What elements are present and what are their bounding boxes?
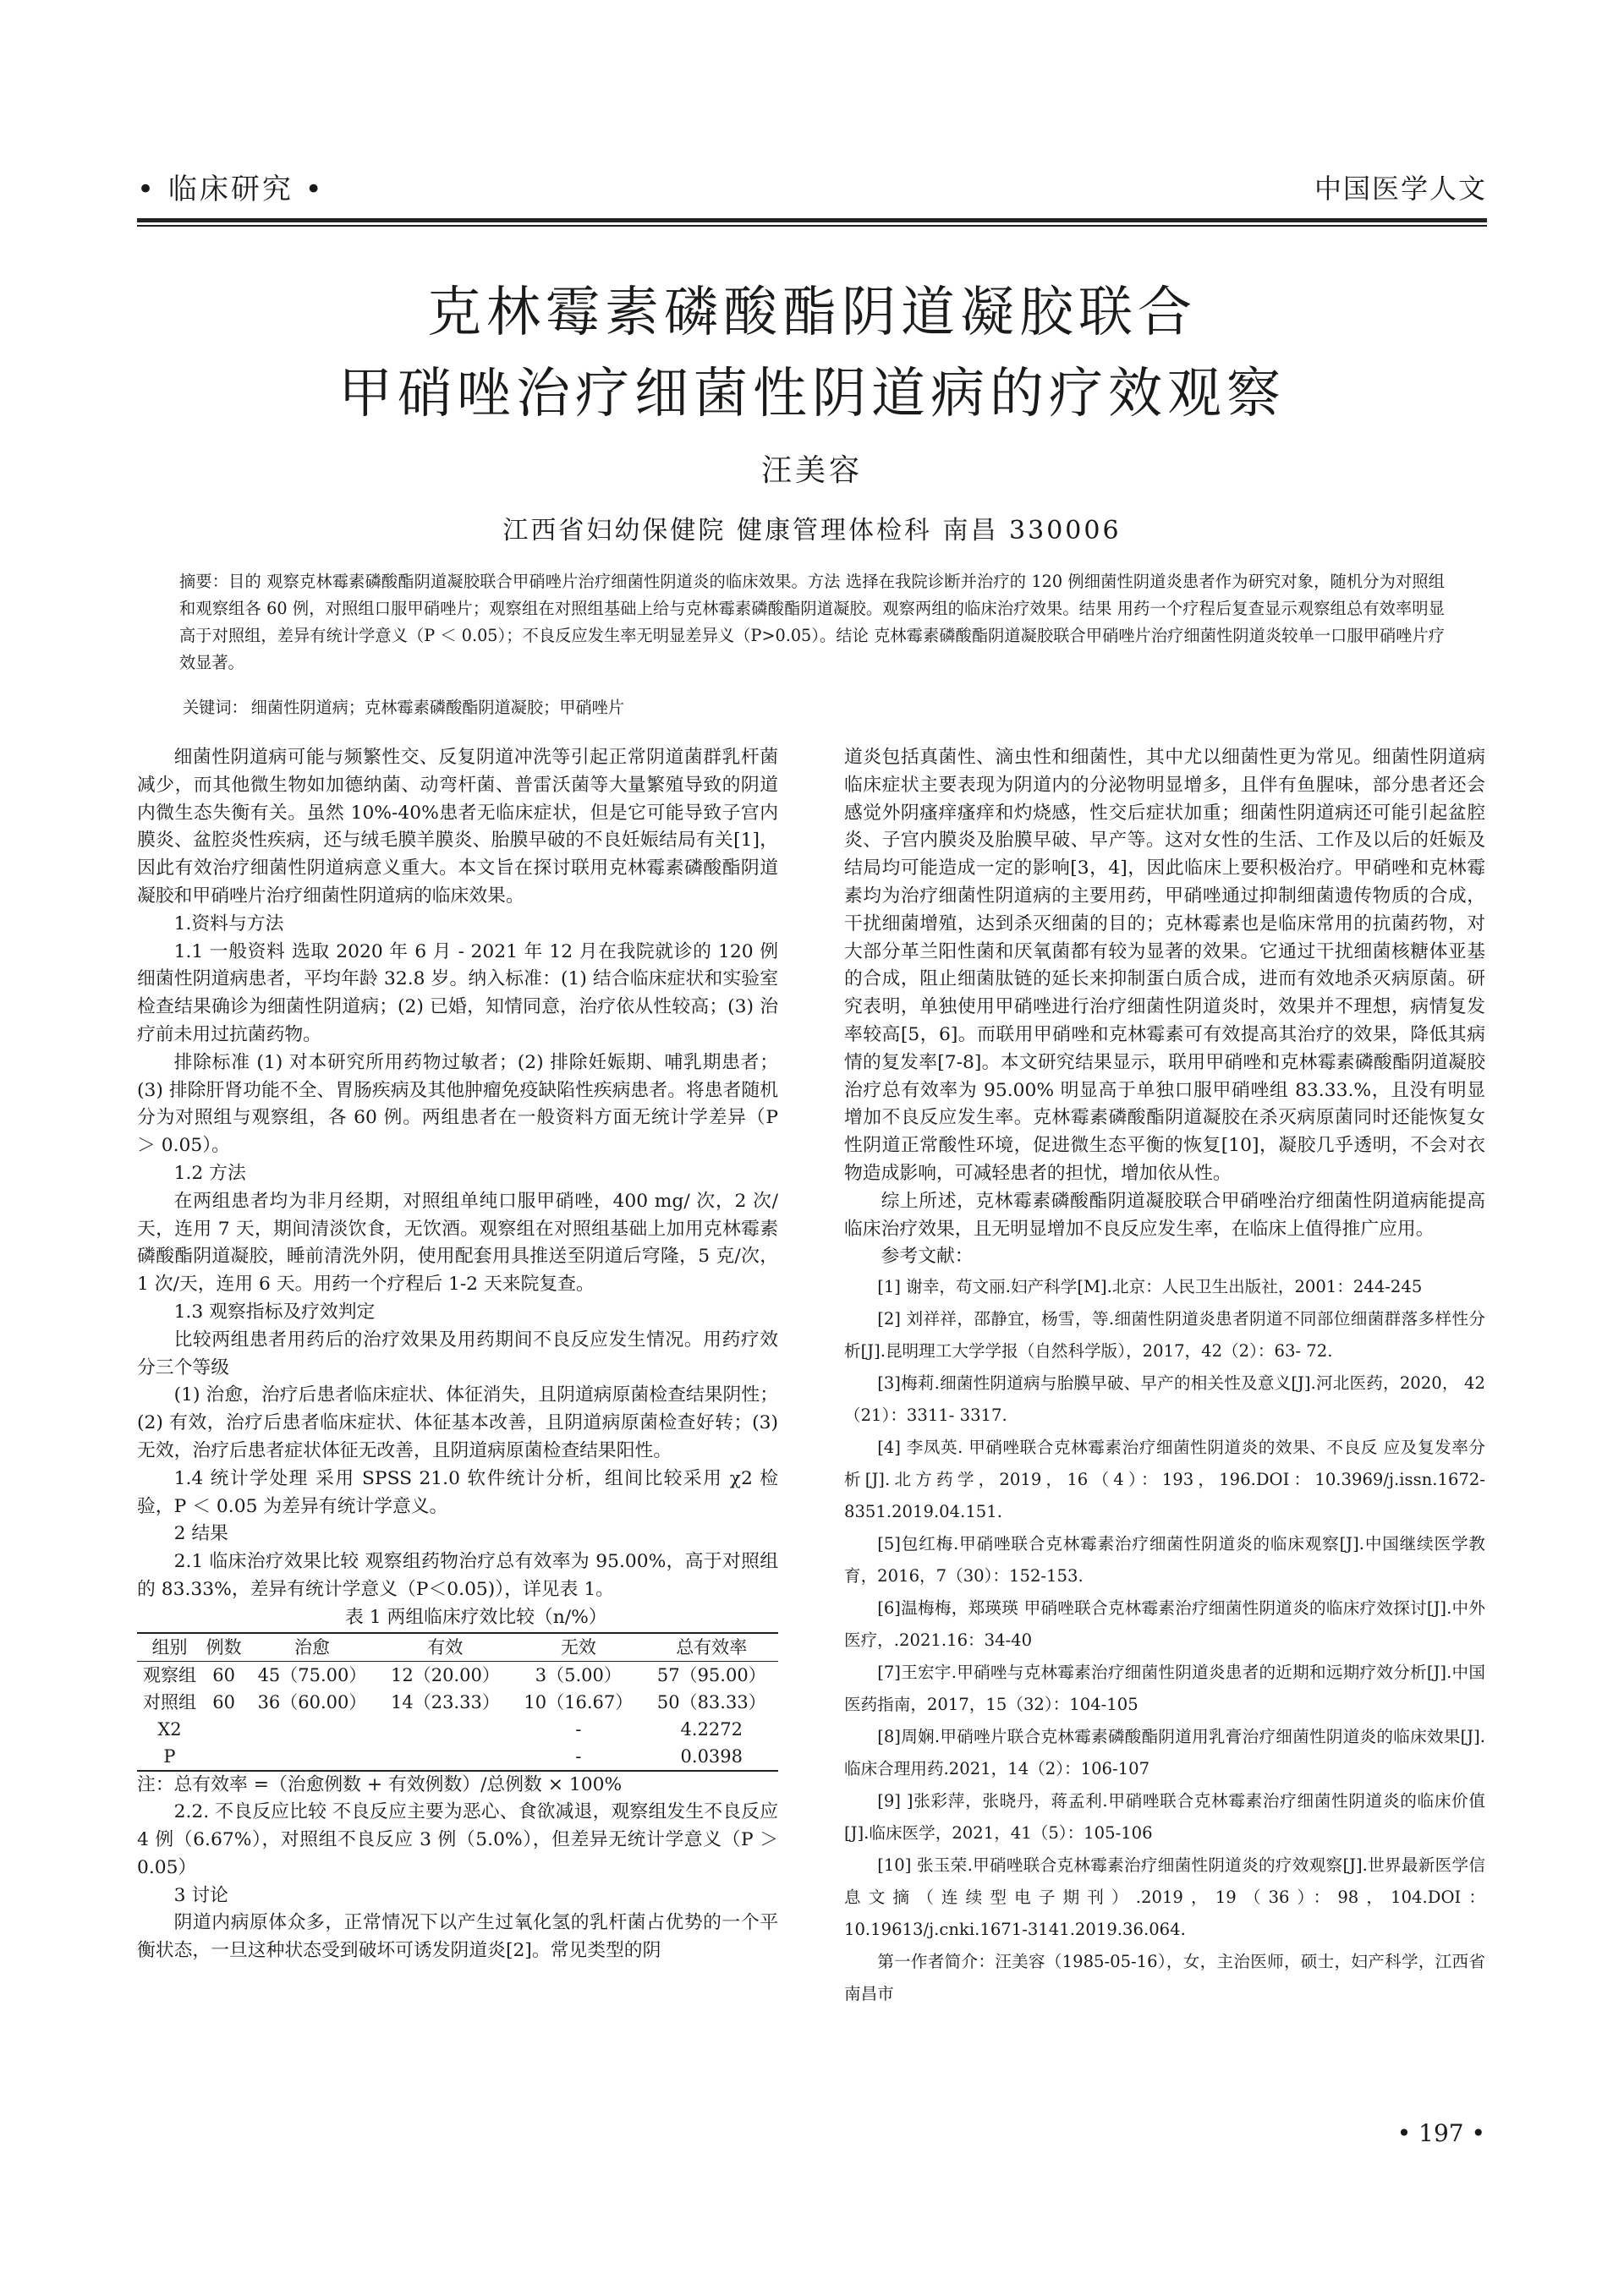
author-name: 汪美容 xyxy=(760,453,863,488)
reference-item: [6]温梅梅，郑瑛瑛 甲硝唑联合克林霉素治疗细菌性阴道炎的临床疗效探讨[J].中外医疗，.2021.16：34-40 xyxy=(844,1598,1485,1651)
table-header-cell: 无效 xyxy=(560,1636,596,1658)
table-cell: 观察组 xyxy=(142,1664,196,1685)
discussion-continued: 道炎包括真菌性、滴虫性和细菌性，其中尤以细菌性更为常见。细菌性阴道病临床症状主要表现为阴道内的分泌物明显增多，且伴有鱼腥味，部分患者还会感觉外阴瘙痒瘙痒和灼烧感，性交后症状加重；细菌性阴道病还可能引起盆腔炎、子宫内膜炎及胎膜早破、早产等。这对女性的生活、工作及以后的妊娠及结局均可能造成一定的影响[3，4]，因此临床上要积极治疗。甲硝唑和克林霉素均为治疗细菌性阴道病的主要用药，甲硝唑通过抑制细菌遗传物质的合成，干扰细菌增殖，达到杀灭细菌的目的；克林霉素也是临床常用的抗菌药物，对大部分革兰阳性菌和厌氧菌都有较为显著的效果。它通过干扰细菌核糖体亚基的合成，阻止细菌肽链的延长来抑制蛋白质合成，进而有效地杀灭病原菌。研究表明，单独使用甲硝唑进行治疗细菌性阴道炎时，效果并不理想，病情复发率较高[5，6]。而联用甲硝唑和克林霉素可有效提高其治疗的效果，降低其病情的复发率[7-8]。本文研究结果显示，联用甲硝唑和克林霉素磷酸酯阴道凝胶治疗总有效率为 95.00% 明显高于单独口服甲硝唑组 83.33.%，且没有明显增加不良反应发生率。克林霉素磷酸酯阴道凝胶在杀灭病原菌同时还能恢复女性阴道正常酸性环境，促进微生态平衡的恢复[10]，凝胶几乎透明，不会对衣物造成影响，可减轻患者的担忧，增加依从性。 xyxy=(844,747,1485,1184)
table-header-cell: 有效 xyxy=(427,1636,464,1658)
table-cell: X2 xyxy=(157,1718,182,1740)
reference-item: [10] 张玉荣.甲硝唑联合克林霉素治疗细菌性阴道炎的疗效观察[J].世界最新医学信息文摘（连续型电子期刊）.2019，19（36）：98，104.DOI：10.19613/j.cnki.1671-3141.2019.36.064. xyxy=(844,1855,1485,1940)
right-column xyxy=(844,744,1485,2010)
method-paragraph: 在两组患者均为非月经期，对照组单纯口服甲硝唑，400 mg/ 次，2 次/天，连用 7 天，期间清淡饮食，无饮酒。观察组在对照组基础上加用克林霉素磷酸酯阴道凝胶，睡前清洗外阴，使用配套用具推送至阴道后穹隆，5 克/次，1 次/天，连用 6 天。用药一个疗程后 1-2 天来院复查。 xyxy=(137,1190,778,1296)
efficacy-table xyxy=(137,1632,778,1772)
table-cell: 0.0398 xyxy=(680,1745,743,1767)
section-heading-1-2: 1.2 方法 xyxy=(173,1162,246,1184)
article-title-line-2: 甲硝唑治疗细菌性阴道病的疗效观察 xyxy=(338,363,1286,425)
table-cell: 3（5.00） xyxy=(535,1664,622,1685)
table-header-cell: 组别 xyxy=(151,1636,188,1658)
article-title-line-1: 克林霉素磷酸酯阴道凝胶联合 xyxy=(427,282,1197,344)
affiliation: 江西省妇幼保健院 健康管理体检科 南昌 330006 xyxy=(502,516,1122,545)
abstract: 摘要：目的 观察克林霉素磷酸酯阴道凝胶联合甲硝唑片治疗细菌性阴道炎的临床效果。方法 选择在我院诊断并治疗的 120 例细菌性阴道炎患者作为研究对象，随机分为对照组和观察组各 60 例，对照组口服甲硝唑片；观察组在对照组基础上给与克林霉素磷酸酯阴道凝胶。观察两组的临床治疗效果。结果 用药一个疗程后复查显示观察组总有效率明显高于对照组，差异有统计学意义（P ＜ 0.05）；不良反应发生率无明显差异义（P>0.05）。结论 克林霉素磷酸酯阴道凝胶联合甲硝唑片治疗细菌性阴道炎较单一口服甲硝唑片疗效显著。 xyxy=(179,572,1445,672)
table-note: 注：总有效率 =（治愈例数 + 有效例数）/总例数 × 100% xyxy=(137,1773,623,1795)
discussion-paragraph: 阴道内病原体众多，正常情况下以产生过氧化氢的乳杆菌占优势的一个平衡状态，一旦这种状态受到破坏可诱发阴道炎[2]。常见类型的阴 xyxy=(137,1912,778,1962)
table-header-row xyxy=(137,1633,778,1662)
table-cell: 45（75.00） xyxy=(257,1664,367,1685)
section-label: • 临床研究 • xyxy=(137,173,325,206)
adverse-reaction-paragraph: 2.2. 不良反应比较 不良反应主要为恶心、食欲减退，观察组发生不良反应 4 例（6.67%），对照组不良反应 3 例（5.0%），但差异无统计学意义（P ＞ 0.05） xyxy=(137,1801,778,1878)
table-cell: - xyxy=(575,1718,582,1740)
reference-item: [3]梅莉.细菌性阴道病与胎膜早破、早产的相关性及意义[J].河北医药，2020， 42（21）：3311- 3317. xyxy=(844,1373,1485,1426)
table-cell xyxy=(245,1743,378,1771)
table-cell: 4.2272 xyxy=(680,1718,743,1740)
table-cell xyxy=(379,1716,512,1743)
section-heading-2: 2 结果 xyxy=(173,1523,228,1545)
table-cell xyxy=(245,1716,378,1743)
table-cell: 12（20.00） xyxy=(390,1664,500,1685)
table-cell: - xyxy=(575,1745,582,1767)
table-row xyxy=(137,1716,778,1743)
running-header xyxy=(137,166,1487,218)
table-cell: 10（16.67） xyxy=(524,1691,634,1712)
keywords-text: 细菌性阴道病；克林霉素磷酸酯阴道凝胶；甲硝唑片 xyxy=(250,698,625,717)
reference-item: [4] 李凤英. 甲硝唑联合克林霉素治疗细菌性阴道炎的效果、不良反 应及复发率分析[J].北方药学，2019，16（4）：193，196.DOI：10.3969/j.issn.1672-8351.2019.04.151. xyxy=(844,1438,1485,1522)
author-bio: 第一作者简介：汪美容（1985-05-16），女，主治医师，硕士，妇产科学，江西省南昌市 xyxy=(844,1952,1485,2004)
header-rule-thin xyxy=(137,225,1487,227)
conclusion-paragraph: 综上所述，克林霉素磷酸酯阴道凝胶联合甲硝唑治疗细菌性阴道病能提高临床治疗效果，且无明显增加不良反应发生率，在临床上值得推广应用。 xyxy=(844,1190,1485,1240)
header-rule-thick xyxy=(137,218,1487,222)
results-paragraph: 2.1 临床治疗效果比较 观察组药物治疗总有效率为 95.00%，高于对照组的 83.33%，差异有统计学意义（P＜0.05)），详见表 1。 xyxy=(137,1551,778,1600)
keywords-label: 关键词： xyxy=(183,698,248,717)
keywords xyxy=(179,695,1445,718)
page-number: • 197 • xyxy=(1396,2119,1485,2147)
table-cell: 57（95.00） xyxy=(656,1664,766,1685)
reference-item: [7]王宏宇.甲硝唑与克林霉素治疗细菌性阴道炎患者的近期和远期疗效分析[J].中国医药指南，2017，15（32）：104-105 xyxy=(844,1663,1485,1715)
reference-item: [9] ]张彩萍，张晓丹，蒋孟利.甲硝唑联合克林霉素治疗细菌性阴道炎的临床价值[J].临床医学，2021，41（5）：105-106 xyxy=(844,1791,1485,1844)
reference-item: [8]周娴.甲硝唑片联合克林霉素磷酸酯阴道用乳膏治疗细菌性阴道炎的临床效果[J].临床合理用药.2021，14（2）：106-107 xyxy=(844,1727,1485,1779)
general-data-paragraph: 1.1 一般资料 选取 2020 年 6 月 - 2021 年 12 月在我院就诊的 120 例细菌性阴道病患者，平均年龄 32.8 岁。纳入标准：(1) 结合临床症状和实验室检查结果确诊为细菌性阴道病；(2) 已婚，知情同意，治疗依从性较高；(3) 治疗前未用过抗菌药物。 xyxy=(137,940,778,1045)
indicator-paragraph: 比较两组患者用药后的治疗效果及用药期间不良反应发生情况。用药疗效分三个等级 xyxy=(137,1329,778,1378)
section-heading-1: 1.资料与方法 xyxy=(173,912,284,934)
exclusion-paragraph: 排除标准 (1) 对本研究所用药物过敏者；(2) 排除妊娠期、哺乳期患者；(3) 排除肝肾功能不全、胃肠疾病及其他肿瘤免疫缺陷性疾病患者。将患者随机分为对照组与观察组，各 60 例。两组患者在一般资料方面无统计学差异（P ＞ 0.05）。 xyxy=(137,1051,778,1157)
table-cell xyxy=(202,1743,245,1771)
table-header-cell: 总有效率 xyxy=(676,1636,748,1658)
table-row xyxy=(137,1743,778,1771)
table-cell: 36（60.00） xyxy=(257,1691,367,1712)
table-header-cell: 例数 xyxy=(206,1636,242,1658)
grades-paragraph: (1) 治愈，治疗后患者临床症状、体征消失，且阴道病原菌检查结果阴性；(2) 有效，治疗后患者临床症状、体征基本改善，且阴道病原菌检查好转；(3) 无效，治疗后患者症状体征无改善，且阴道病原菌检查结果阳性。 xyxy=(137,1384,778,1461)
table-row xyxy=(137,1661,778,1689)
left-column xyxy=(137,744,778,1965)
table-caption: 表 1 两组临床疗效比较（n/%） xyxy=(345,1606,607,1628)
section-heading-1-3: 1.3 观察指标及疗效判定 xyxy=(173,1301,376,1323)
journal-name: 中国医学人文 xyxy=(1314,173,1487,205)
reference-item: [1] 谢幸，苟文丽.妇产科学[M].北京：人民卫生出版社，2001：244-245 xyxy=(877,1277,1423,1297)
table-header-cell: 治愈 xyxy=(294,1636,330,1658)
table-cell: 14（23.33） xyxy=(390,1691,500,1712)
statistics-paragraph: 1.4 统计学处理 采用 SPSS 21.0 软件统计分析，组间比较采用 χ2 检验，P ＜ 0.05 为差异有统计学意义。 xyxy=(137,1467,778,1517)
intro-paragraph: 细菌性阴道病可能与频繁性交、反复阴道冲洗等引起正常阴道菌群乳杆菌减少，而其他微生物如加德纳菌、动弯杆菌、普雷沃菌等大量繁殖导致的阴道内微生态失衡有关。虽然 10%-40%患者无临床症状，但是它可能导致子宫内膜炎、盆腔炎性疾病，还与绒毛膜羊膜炎、胎膜早破的不良妊娠结局有关[1]，因此有效治疗细菌性阴道病意义重大。本文旨在探讨联用克林霉素磷酸酯阴道凝胶和甲硝唑片治疗细菌性阴道病的临床效果。 xyxy=(137,747,778,907)
table-cell: 对照组 xyxy=(142,1691,196,1712)
section-heading-3: 3 讨论 xyxy=(173,1884,228,1906)
reference-item: [2] 刘祥祥，邵静宜，杨雪，等.细菌性阴道炎患者阴道不同部位细菌群落多样性分析[J].昆明理工大学学报（自然科学版），2017，42（2）：63- 72. xyxy=(844,1309,1485,1362)
table-cell xyxy=(202,1716,245,1743)
table-cell: 60 xyxy=(212,1691,235,1712)
references-title: 参考文献： xyxy=(881,1246,974,1268)
table-cell: 60 xyxy=(212,1664,235,1685)
table-cell: P xyxy=(163,1745,176,1767)
table-cell: 50（83.33） xyxy=(656,1691,766,1712)
table-cell xyxy=(379,1743,512,1771)
table-row xyxy=(137,1689,778,1716)
reference-item: [5]包红梅.甲硝唑联合克林霉素治疗细菌性阴道炎的临床观察[J].中国继续医学教育，2016，7（30）：152-153. xyxy=(844,1534,1485,1586)
